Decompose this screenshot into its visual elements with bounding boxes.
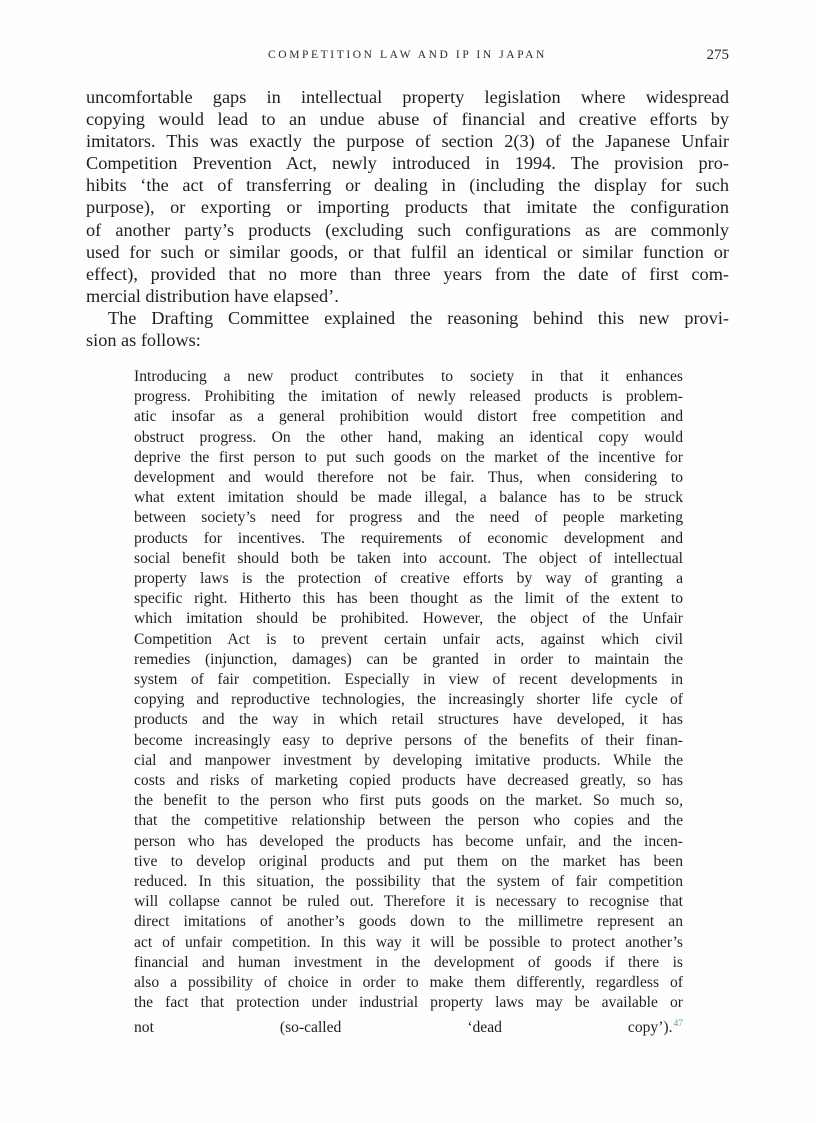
quote-line: obstruct progress. On the other hand, making an identical copy would: [134, 428, 683, 446]
quote-line: products and the way in which retail structures have developed, it has: [134, 711, 683, 729]
quote-line: what extent imitation should be made illegal, a balance has to be struck: [134, 489, 683, 507]
text-line: purpose), or exporting or importing products that imitate the configuration: [86, 197, 729, 218]
paragraph-1: [86, 86, 729, 307]
quote-line: also a possibility of choice in order to make them differently, regardless of: [134, 974, 683, 992]
quote-line: development and would therefore not be fair. Thus, when considering to: [134, 469, 683, 487]
footnote-reference[interactable]: 47: [673, 1018, 683, 1029]
text-line: sion as follows:: [86, 330, 201, 351]
quote-line: specific right. Hitherto this has been thought as the limit of the extent to: [134, 590, 683, 608]
paragraph-2: [86, 307, 729, 351]
quote-line: reduced. In this situation, the possibility that the system of fair competition: [134, 873, 683, 891]
text-line: used for such or similar goods, or that fulfil an identical or similar function or: [86, 241, 729, 262]
quote-line: copying and reproductive technologies, the increasingly shorter life cycle of: [134, 691, 683, 709]
body-text: [86, 86, 729, 351]
quote-line: products for incentives. The requirements of economic development and: [134, 529, 683, 547]
quote-line: direct imitations of another’s goods down to the millimetre represent an: [134, 913, 683, 931]
quote-line: will collapse cannot be ruled out. Therefore it is necessary to recognise that: [134, 893, 683, 911]
quote-line: Competition Act is to prevent certain unfair acts, against which civil: [134, 630, 683, 648]
quote-line: which imitation should be prohibited. However, the object of the Unfair: [134, 610, 683, 628]
quote-last-line: [134, 1014, 683, 1038]
quote-line: social benefit should both be taken into account. The object of intellectual: [134, 549, 683, 567]
text-line: of another party’s products (excluding such configurations as are commonly: [86, 219, 729, 240]
quote-line: deprive the first person to put such goods on the market of the incentive for: [134, 448, 683, 466]
quote-line: remedies (injunction, damages) can be granted in order to maintain the: [134, 650, 683, 668]
text-line: hibits ‘the act of transferring or dealing in (including the display for such: [86, 175, 729, 196]
running-head: [86, 49, 729, 69]
quote-line: costs and risks of marketing copied products have decreased greatly, so has: [134, 772, 683, 790]
text-line: copying would lead to an undue abuse of financial and creative efforts by: [86, 109, 729, 130]
quote-line: the benefit to the person who first puts goods on the market. So much so,: [134, 792, 683, 810]
quote-line: progress. Prohibiting the imitation of newly released products is problem-: [134, 388, 683, 406]
block-quote: [134, 367, 683, 1038]
quote-line-text: not (so-called ‘dead copy’).: [134, 1018, 673, 1036]
quote-line: act of unfair competition. In this way it will be possible to protect another’s: [134, 933, 683, 951]
text-line: mercial distribution have elapsed’.: [86, 285, 339, 306]
quote-line: cial and manpower investment by developing imitative products. While the: [134, 751, 683, 769]
running-title: COMPETITION LAW AND IP IN JAPAN: [268, 49, 547, 61]
text-line: imitators. This was exactly the purpose of section 2(3) of the Japanese Unfair: [86, 131, 729, 152]
quote-line: person who has developed the products has become unfair, and the incen-: [134, 832, 683, 850]
text-line: The Drafting Committee explained the reasoning behind this new provi-: [108, 307, 729, 328]
quote-line: become increasingly easy to deprive persons of the benefits of their finan-: [134, 731, 683, 749]
page-number: 275: [706, 47, 729, 63]
quote-line: property laws is the protection of creative efforts by way of granting a: [134, 570, 683, 588]
quote-line: Introducing a new product contributes to society in that it enhances: [134, 368, 683, 385]
quote-line: system of fair competition. Especially in view of recent developments in: [134, 671, 683, 689]
text-line: Competition Prevention Act, newly introduced in 1994. The provision pro-: [86, 153, 729, 174]
quote-line: financial and human investment in the development of goods if there is: [134, 953, 683, 971]
quote-line: that the competitive relationship between the person who copies and the: [134, 812, 683, 830]
text-line: effect), provided that no more than three years from the date of first com-: [86, 263, 729, 284]
quote-line: between society’s need for progress and the need of people marketing: [134, 509, 683, 527]
quote-line: the fact that protection under industrial property laws may be available or: [134, 994, 683, 1012]
quote-line: atic insofar as a general prohibition would distort free competition and: [134, 408, 683, 426]
text-line: uncomfortable gaps in intellectual property legislation where widespread: [86, 87, 729, 107]
quote-line: tive to develop original products and put them on the market has been: [134, 852, 683, 870]
